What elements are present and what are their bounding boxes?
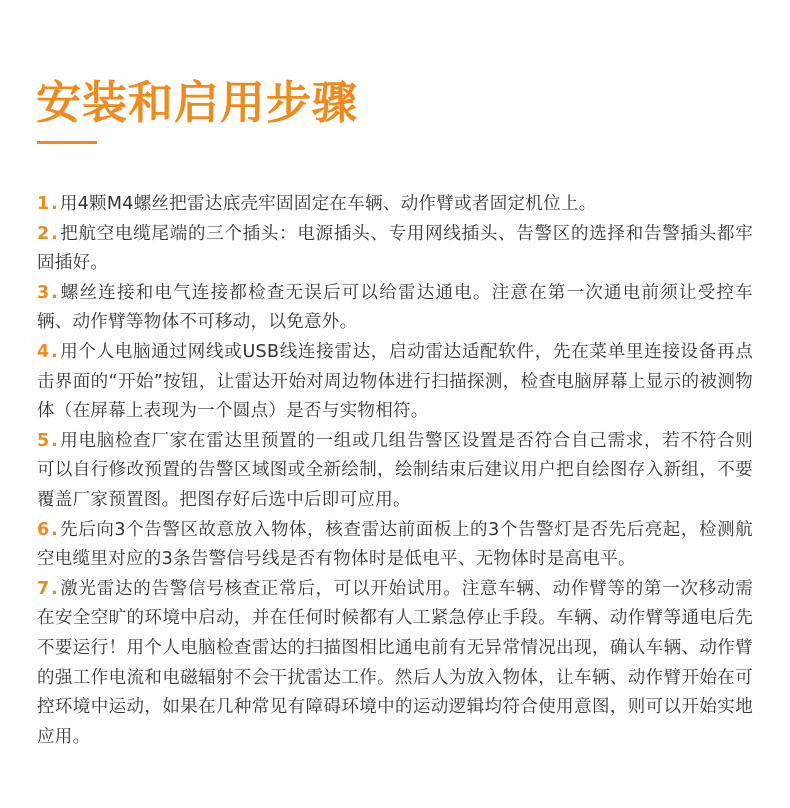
step-item	[37, 279, 753, 338]
step-text: 用个人电脑通过网线或USB线连接雷达，启动雷达适配软件，先在菜单里连接设备再点击界面的“开始”按钮，让雷达开始对周边物体进行扫描探测，检查电脑屏幕上显示的被测物体（在屏幕上表现为一个圆点）是否与实物相符。	[37, 341, 753, 422]
step-number: 6.	[37, 519, 60, 540]
step-text: 用电脑检查厂家在雷达里预置的一组或几组告警区设置是否符合自己需求，若不符合则可以自行修改预置的告警区域图或全新绘制，绘制结束后建议用户把自绘图存入新组，不要覆盖厂家预置图。把图存好后选中后即可应用。	[37, 430, 753, 510]
step-text: 用4颗M4螺丝把雷达底壳牢固固定在车辆、动作臂或者固定机位上。	[59, 194, 597, 214]
step-text: 把航空电缆尾端的三个插头：电源插头、专用网线插头、告警区的选择和告警插头都牢固插好。	[37, 223, 753, 274]
step-number: 4.	[37, 341, 60, 362]
step-number: 2.	[37, 223, 60, 244]
step-item	[37, 220, 753, 279]
step-number: 5.	[37, 430, 60, 451]
step-number: 7.	[37, 578, 60, 599]
title-underline	[37, 141, 97, 144]
step-text: 螺丝连接和电气连接都检查无误后可以给雷达通电。注意在第一次通电前须让受控车辆、动作臂等物体不可移动，以免意外。	[37, 282, 753, 333]
step-number: 3.	[37, 282, 60, 303]
step-item	[37, 338, 753, 427]
step-item	[37, 427, 753, 516]
step-item	[37, 575, 753, 753]
step-item	[37, 516, 753, 575]
step-number: 1.	[37, 194, 60, 214]
step-text: 先后向3个告警区故意放入物体，核查雷达前面板上的3个告警灯是否先后亮起，检测航空电缆里对应的3条告警信号线是否有物体时是低电平、无物体时是高电平。	[37, 519, 753, 570]
page-title: 安装和启用步骤	[36, 76, 359, 129]
steps-list	[37, 190, 753, 752]
step-item	[37, 190, 753, 220]
step-text: 激光雷达的告警信号核查正常后，可以开始试用。注意车辆、动作臂等的第一次移动需在安全空旷的环境中启动，并在任何时候都有人工紧急停止手段。车辆、动作臂等通电后先不要运行！用个人电脑检查雷达的扫描图相比通电前有无异常情况出现，确认车辆、动作臂的强工作电流和电磁辐射不会干扰雷达工作。然后人为放入物体，让车辆、动作臂开始在可控环境中运动，如果在几种常见有障碍环境中的运动逻辑均符合使用意图，则可以开始实地应用。	[37, 578, 753, 747]
